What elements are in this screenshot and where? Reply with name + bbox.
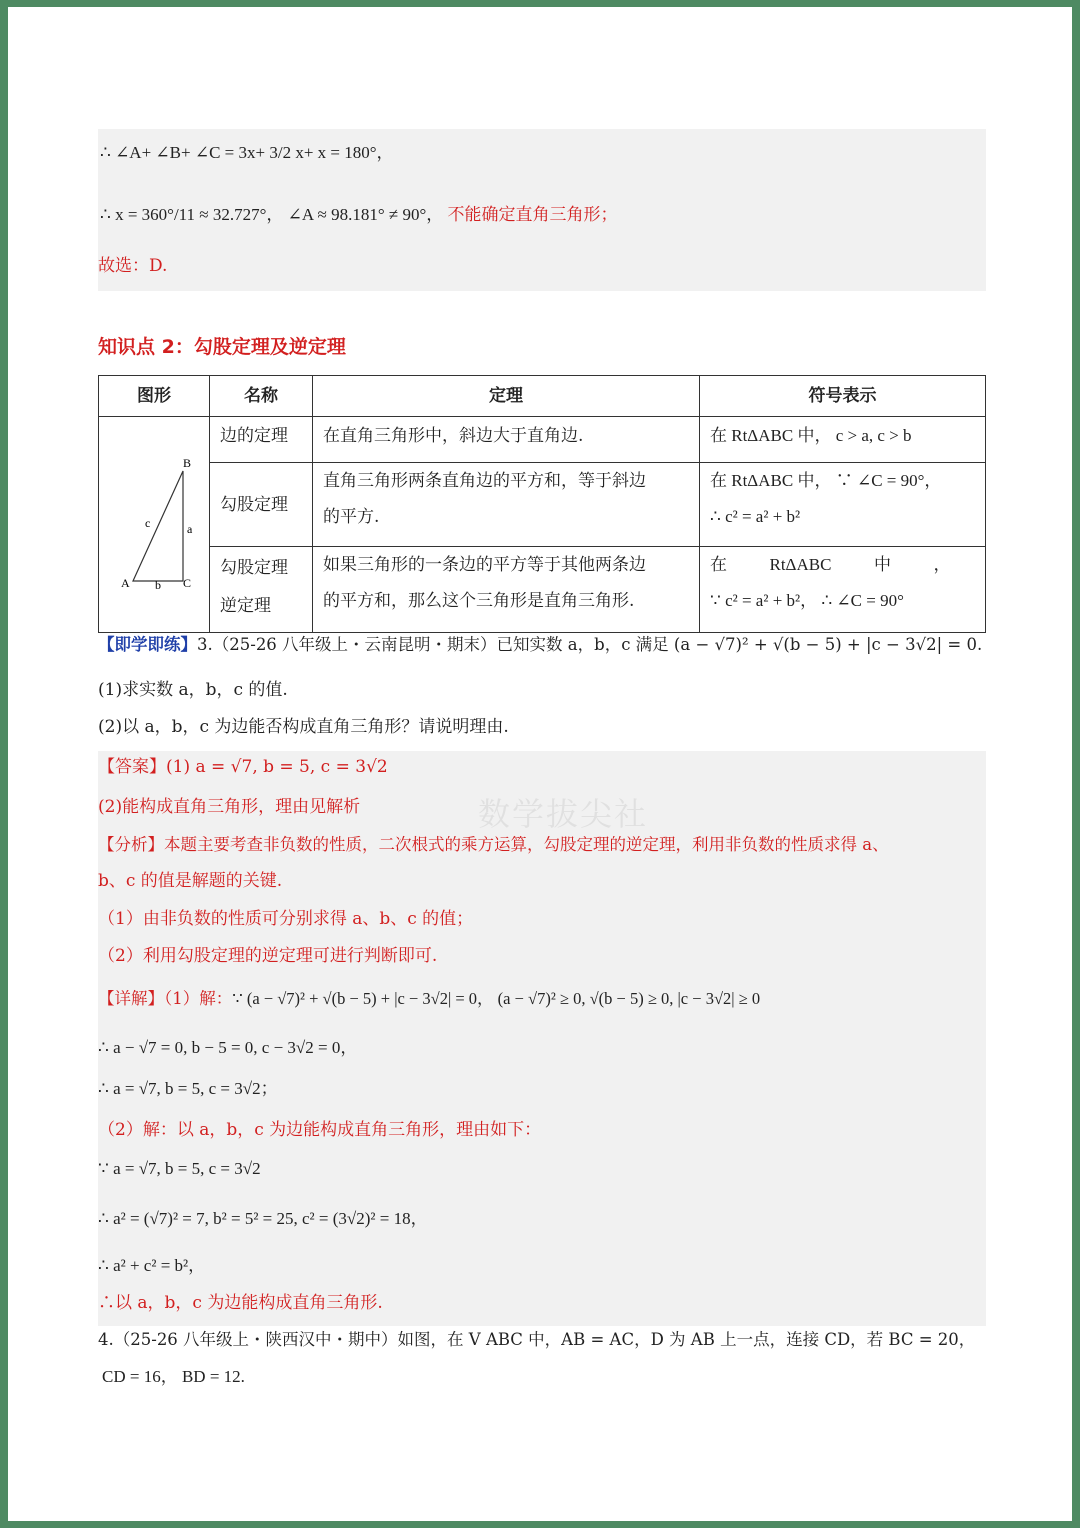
detail-tag: 【详解】（1）解：	[98, 989, 233, 1008]
row3-symbol-line2: ∵ c² = a² + b²， ∴ ∠C = 90°	[710, 591, 904, 610]
vertex-b-label: B	[183, 456, 192, 470]
vertex-c-label: C	[183, 576, 192, 590]
row2-theorem-line1: 直角三角形两条直角边的平方和，等于斜边	[323, 471, 646, 491]
figure-cell	[99, 417, 210, 633]
prev-x-value: ∴ x = 360°/11 ≈ 32.727°， ∠A ≈ 98.181° ≠ 90°，	[100, 205, 444, 224]
vertex-a-label: A	[121, 576, 130, 590]
row2-symbol-line2: ∴ c² = a² + b²	[710, 507, 801, 526]
header-figure: 图形	[99, 376, 210, 417]
row1-theorem: 在直角三角形中，斜边大于直角边.	[313, 417, 700, 463]
row2-theorem	[313, 463, 700, 547]
row2-symbol-line1: 在 RtΔABC 中， ∵ ∠C = 90°，	[710, 471, 942, 490]
problem3-q2: (2)以 a，b，c 为边能否构成直角三角形？请说明理由.	[98, 717, 509, 737]
row2-symbol	[700, 463, 986, 547]
part2-tag: （2）解：以 a，b，c 为边能构成直角三角形，理由如下：	[98, 1120, 542, 1140]
problem3-q1: (1)求实数 a，b，c 的值.	[98, 680, 288, 700]
part2-given: ∵ a = √7, b = 5, c = 3√2	[98, 1159, 261, 1178]
row3-symbol-line1: 在 RtΔABC 中 ，	[710, 555, 951, 574]
analysis-step1: （1）由非负数的性质可分别求得 a、b、c 的值；	[98, 909, 474, 929]
table-row	[99, 417, 986, 463]
prev-choice: 故选：D.	[98, 256, 168, 276]
prev-x-conclusion: 不能确定直角三角形；	[447, 205, 618, 224]
header-symbol: 符号表示	[700, 376, 986, 417]
theorem-table	[98, 375, 986, 633]
practice-tag: 【即学即练】	[98, 635, 197, 654]
analysis-line1: 【分析】本题主要考查非负数的性质，二次根式的乘方运算，勾股定理的逆定理，利用非负数的性质求得 a、	[98, 835, 889, 854]
problem3-stem-line	[98, 633, 982, 657]
document-page	[8, 7, 1072, 1521]
detail-eq: ∵ (a − √7)² + √(b − 5) + |c − 3√2| = 0， (a − √7)² ≥ 0, √(b − 5) ≥ 0, |c − 3√2| ≥ 0	[232, 989, 761, 1008]
watermark: 数学拔尖社	[478, 795, 649, 833]
table-row	[99, 463, 986, 547]
problem4-line2: CD = 16， BD = 12.	[102, 1367, 245, 1386]
problem4-line1: 4.（25-26 八年级上・陕西汉中・期中）如图，在 V ABC 中，AB = AC，D 为 AB 上一点，连接 CD，若 BC = 20，	[98, 1330, 976, 1349]
table-header-row	[99, 376, 986, 417]
row3-name: 勾股定理 逆定理	[210, 547, 313, 633]
detail-line	[98, 987, 760, 1011]
row1-symbol: 在 RtΔABC 中， c > a, c > b	[700, 417, 986, 463]
row3-theorem	[313, 547, 700, 633]
row2-name: 勾股定理	[210, 463, 313, 547]
problem3-stem: 3.（25-26 八年级上・云南昆明・期末）已知实数 a，b，c 满足 (a − √7)² + √(b − 5) + |c − 3√2| = 0.	[197, 635, 983, 654]
row3-symbol	[700, 547, 986, 633]
row1-name: 边的定理	[210, 417, 313, 463]
right-triangle-figure	[99, 433, 209, 603]
side-c-label: c	[145, 516, 151, 530]
section-title: 知识点 2：勾股定理及逆定理	[98, 336, 346, 358]
step-b: ∴ a = √7, b = 5, c = 3√2；	[98, 1079, 278, 1098]
side-a-label: a	[187, 522, 193, 536]
header-name: 名称	[210, 376, 313, 417]
answer-line2: (2)能构成直角三角形，理由见解析	[98, 797, 361, 817]
row3-theorem-line2: 的平方和，那么这个三角形是直角三角形.	[323, 591, 635, 611]
row3-theorem-line1: 如果三角形的一条边的平方等于其他两条边	[323, 555, 646, 575]
part2-sum: ∴ a² + c² = b²，	[98, 1256, 206, 1275]
analysis-line2: b、c 的值是解题的关键.	[98, 871, 283, 891]
table-row	[99, 547, 986, 633]
header-theorem: 定理	[313, 376, 700, 417]
side-b-label: b	[155, 578, 161, 592]
part2-squares: ∴ a² = (√7)² = 7, b² = 5² = 25, c² = (3√2)² = 18，	[98, 1209, 428, 1228]
row2-theorem-line2: 的平方.	[323, 507, 380, 527]
answer-line1: 【答案】(1) a = √7, b = 5, c = 3√2	[98, 757, 388, 777]
triangle-shape	[133, 471, 183, 581]
prev-x-line	[100, 203, 618, 227]
part2-conclusion: ∴以 a，b，c 为边能构成直角三角形.	[98, 1293, 383, 1313]
prev-eq-line: ∴ ∠A+ ∠B+ ∠C = 3x+ 3/2 x+ x = 180°，	[100, 143, 394, 162]
analysis-step2: （2）利用勾股定理的逆定理可进行判断即可.	[98, 946, 438, 966]
step-a: ∴ a − √7 = 0, b − 5 = 0, c − 3√2 = 0，	[98, 1038, 358, 1057]
